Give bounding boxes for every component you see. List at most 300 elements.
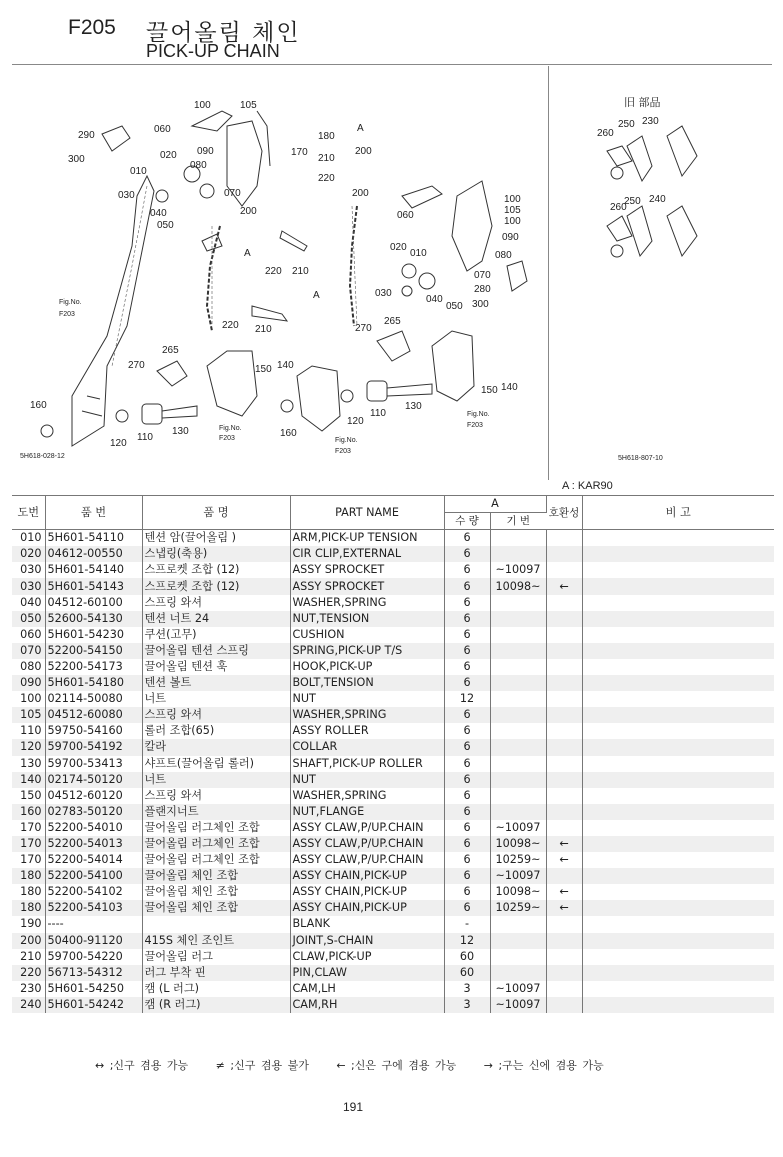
cell-qty: 6 <box>444 884 490 900</box>
cell-qty: 6 <box>444 868 490 884</box>
cell-part-name: ASSY CLAW,P/UP.CHAIN <box>290 852 444 868</box>
svg-text:A: A <box>313 290 320 301</box>
cell-part-name: JOINT,S-CHAIN <box>290 933 444 949</box>
cell-part-name: CLAW,PICK-UP <box>290 949 444 965</box>
legend-item: ≠ ;신구 겸용 불가 <box>215 1059 309 1072</box>
svg-text:130: 130 <box>405 401 422 412</box>
title-english: PICK-UP CHAIN <box>146 41 280 61</box>
cell-name-ko: 캠 (R 러그) <box>142 997 290 1013</box>
cell-remarks <box>582 595 774 611</box>
cell-ref-no: 100 <box>12 691 45 707</box>
cell-name-ko: 스프로켓 조합 (12) <box>142 578 290 594</box>
top-rule <box>12 64 772 65</box>
legend <box>95 1057 626 1073</box>
cell-ref-no: 170 <box>12 852 45 868</box>
table-row <box>12 546 774 562</box>
cell-serial: ~10097 <box>490 868 546 884</box>
cell-interchange <box>546 772 582 788</box>
cell-qty: 6 <box>444 788 490 804</box>
parts-table <box>12 495 774 1013</box>
table-row <box>12 884 774 900</box>
cell-part-number: 52200-54100 <box>45 868 142 884</box>
cell-name-ko: 끌어올림 텐션 훅 <box>142 659 290 675</box>
cell-remarks <box>582 530 774 547</box>
cell-remarks <box>582 707 774 723</box>
cell-interchange <box>546 546 582 562</box>
cell-name-ko: 끌어올림 러그체인 조합 <box>142 852 290 868</box>
svg-text:110: 110 <box>370 408 386 419</box>
cell-name-ko: 끌어올림 러그체인 조합 <box>142 836 290 852</box>
cell-interchange: ← <box>546 852 582 868</box>
cell-serial <box>490 611 546 627</box>
cell-qty: 6 <box>444 772 490 788</box>
table-row <box>12 611 774 627</box>
cell-interchange <box>546 997 582 1013</box>
cell-part-name: ASSY ROLLER <box>290 723 444 739</box>
cell-name-ko: 너트 <box>142 772 290 788</box>
cell-qty: 6 <box>444 852 490 868</box>
cell-qty: 6 <box>444 820 490 836</box>
main-diagram-ref: 5H618-028-12 <box>20 453 65 460</box>
svg-text:060: 060 <box>397 210 414 221</box>
cell-part-number: ---- <box>45 916 142 932</box>
cell-remarks <box>582 949 774 965</box>
cell-interchange <box>546 933 582 949</box>
table-row <box>12 788 774 804</box>
svg-text:100: 100 <box>504 194 521 205</box>
svg-text:110: 110 <box>137 432 153 443</box>
table-row <box>12 643 774 659</box>
svg-text:210: 210 <box>318 153 335 164</box>
cell-name-ko: 스냅링(축용) <box>142 546 290 562</box>
svg-text:010: 010 <box>130 166 147 177</box>
table-row <box>12 691 774 707</box>
cell-interchange <box>546 965 582 981</box>
cell-serial <box>490 659 546 675</box>
cell-qty: 60 <box>444 949 490 965</box>
svg-text:210: 210 <box>292 266 309 277</box>
table-row <box>12 965 774 981</box>
cell-part-number: 52200-54173 <box>45 659 142 675</box>
cell-part-number: 59750-54160 <box>45 723 142 739</box>
cell-part-name: ASSY CLAW,P/UP.CHAIN <box>290 836 444 852</box>
cell-part-name: ASSY CHAIN,PICK-UP <box>290 900 444 916</box>
cell-name-ko: 텐션 암(끌어올림 ) <box>142 530 290 547</box>
svg-text:200: 200 <box>355 146 372 157</box>
table-row <box>12 981 774 997</box>
cell-interchange: ← <box>546 884 582 900</box>
cell-serial <box>490 595 546 611</box>
table-row <box>12 772 774 788</box>
cell-part-number: 52200-54014 <box>45 852 142 868</box>
col-group-a: A <box>444 496 546 513</box>
cell-name-ko: 플랜지너트 <box>142 804 290 820</box>
cell-part-number: 52200-54103 <box>45 900 142 916</box>
col-remarks: 비 고 <box>582 496 774 530</box>
cell-interchange <box>546 562 582 578</box>
table-row <box>12 900 774 916</box>
table-row <box>12 916 774 932</box>
svg-text:070: 070 <box>224 188 241 199</box>
table-row <box>12 836 774 852</box>
cell-remarks <box>582 546 774 562</box>
cell-serial: 10098~ <box>490 578 546 594</box>
cell-serial <box>490 530 546 547</box>
table-row <box>12 949 774 965</box>
svg-text:020: 020 <box>160 150 177 161</box>
cell-ref-no: 050 <box>12 611 45 627</box>
cell-ref-no: 070 <box>12 643 45 659</box>
cell-part-name: CUSHION <box>290 627 444 643</box>
svg-text:300: 300 <box>68 154 85 165</box>
svg-text:160: 160 <box>280 428 297 439</box>
cell-remarks <box>582 756 774 772</box>
cell-ref-no: 200 <box>12 933 45 949</box>
cell-ref-no: 120 <box>12 739 45 755</box>
cell-ref-no: 140 <box>12 772 45 788</box>
cell-name-ko: 415S 체인 조인트 <box>142 933 290 949</box>
svg-text:070: 070 <box>474 270 491 281</box>
cell-qty: 6 <box>444 804 490 820</box>
cell-remarks <box>582 884 774 900</box>
cell-remarks <box>582 675 774 691</box>
cell-remarks <box>582 772 774 788</box>
table-row <box>12 933 774 949</box>
col-interchange: 호환성 <box>546 496 582 530</box>
svg-text:270: 270 <box>355 323 372 334</box>
cell-part-number: 5H601-54110 <box>45 530 142 547</box>
svg-text:105: 105 <box>240 100 257 111</box>
cell-part-name: WASHER,SPRING <box>290 595 444 611</box>
cell-interchange <box>546 916 582 932</box>
cell-serial <box>490 707 546 723</box>
cell-remarks <box>582 916 774 932</box>
cell-part-number: 02114-50080 <box>45 691 142 707</box>
cell-part-number: 52600-54130 <box>45 611 142 627</box>
table-row <box>12 723 774 739</box>
svg-text:020: 020 <box>390 242 407 253</box>
table-row <box>12 659 774 675</box>
cell-name-ko: 텐션 너트 24 <box>142 611 290 627</box>
fig-ref: F203 <box>335 448 351 455</box>
cell-serial: ~10097 <box>490 562 546 578</box>
cell-name-ko <box>142 916 290 932</box>
cell-name-ko: 너트 <box>142 691 290 707</box>
cell-ref-no: 170 <box>12 836 45 852</box>
col-part-name: PART NAME <box>290 496 444 530</box>
cell-part-number: 5H601-54140 <box>45 562 142 578</box>
cell-remarks <box>582 611 774 627</box>
cell-name-ko: 끌어올림 러그 <box>142 949 290 965</box>
svg-text:090: 090 <box>502 232 519 243</box>
cell-qty: - <box>444 916 490 932</box>
svg-text:150: 150 <box>481 385 498 396</box>
cell-serial <box>490 772 546 788</box>
svg-text:160: 160 <box>30 400 47 411</box>
cell-part-number: 02174-50120 <box>45 772 142 788</box>
cell-qty: 6 <box>444 900 490 916</box>
table-row <box>12 707 774 723</box>
cell-part-number: 04512-60120 <box>45 788 142 804</box>
cell-name-ko: 러그 부착 핀 <box>142 965 290 981</box>
table-row <box>12 562 774 578</box>
svg-text:260: 260 <box>610 202 627 213</box>
table-row <box>12 820 774 836</box>
cell-qty: 6 <box>444 643 490 659</box>
cell-interchange <box>546 675 582 691</box>
cell-serial <box>490 788 546 804</box>
cell-part-number: 59700-54192 <box>45 739 142 755</box>
table-row <box>12 997 774 1013</box>
cell-name-ko: 끌어올림 체인 조합 <box>142 868 290 884</box>
cell-name-ko: 끌어올림 러그체인 조합 <box>142 820 290 836</box>
svg-text:030: 030 <box>118 190 135 201</box>
cell-name-ko: 스프링 와셔 <box>142 707 290 723</box>
cell-ref-no: 105 <box>12 707 45 723</box>
col-serial: 기 번 <box>490 513 546 530</box>
cell-part-name: BLANK <box>290 916 444 932</box>
cell-name-ko: 끌어올림 체인 조합 <box>142 900 290 916</box>
cell-part-number: 5H601-54242 <box>45 997 142 1013</box>
fig-no-label: Fig.No. <box>219 425 242 432</box>
table-row <box>12 756 774 772</box>
cell-qty: 6 <box>444 675 490 691</box>
cell-serial <box>490 804 546 820</box>
cell-ref-no: 060 <box>12 627 45 643</box>
cell-part-name: ASSY SPROCKET <box>290 562 444 578</box>
svg-text:120: 120 <box>347 416 364 427</box>
svg-text:265: 265 <box>162 345 179 356</box>
table-row <box>12 578 774 594</box>
cell-part-name: ARM,PICK-UP TENSION <box>290 530 444 547</box>
cell-part-name: CAM,RH <box>290 997 444 1013</box>
svg-text:140: 140 <box>501 382 518 393</box>
cell-interchange <box>546 659 582 675</box>
cell-serial: 10098~ <box>490 884 546 900</box>
cell-serial <box>490 756 546 772</box>
cell-qty: 6 <box>444 739 490 755</box>
svg-text:100: 100 <box>194 100 211 111</box>
cell-serial <box>490 933 546 949</box>
cell-interchange <box>546 643 582 659</box>
cell-remarks <box>582 836 774 852</box>
cell-part-name: CAM,LH <box>290 981 444 997</box>
cell-part-name: NUT,TENSION <box>290 611 444 627</box>
cell-serial <box>490 691 546 707</box>
svg-text:100: 100 <box>504 216 521 227</box>
cell-interchange <box>546 788 582 804</box>
col-qty: 수 량 <box>444 513 490 530</box>
cell-part-name: ASSY CHAIN,PICK-UP <box>290 868 444 884</box>
cell-remarks <box>582 852 774 868</box>
svg-text:150: 150 <box>255 364 272 375</box>
cell-serial <box>490 916 546 932</box>
legend-item: → ;구는 신에 겸용 가능 <box>483 1059 604 1072</box>
cell-remarks <box>582 965 774 981</box>
cell-serial <box>490 546 546 562</box>
cell-name-ko: 끌어올림 체인 조합 <box>142 884 290 900</box>
cell-part-number: 02783-50120 <box>45 804 142 820</box>
cell-interchange <box>546 949 582 965</box>
cell-serial <box>490 723 546 739</box>
cell-remarks <box>582 659 774 675</box>
svg-text:220: 220 <box>265 266 282 277</box>
cell-part-name: SHAFT,PICK-UP ROLLER <box>290 756 444 772</box>
cell-part-name: CIR CLIP,EXTERNAL <box>290 546 444 562</box>
svg-text:050: 050 <box>446 301 463 312</box>
cell-ref-no: 010 <box>12 530 45 547</box>
cell-part-number: 5H601-54180 <box>45 675 142 691</box>
cell-interchange <box>546 691 582 707</box>
cell-serial: 10259~ <box>490 852 546 868</box>
cell-part-number: 50400-91120 <box>45 933 142 949</box>
fig-ref: F203 <box>59 311 75 318</box>
svg-text:220: 220 <box>222 320 239 331</box>
svg-text:260: 260 <box>597 128 614 139</box>
cell-remarks <box>582 739 774 755</box>
svg-text:290: 290 <box>78 130 95 141</box>
svg-text:040: 040 <box>426 294 443 305</box>
cell-qty: 6 <box>444 578 490 594</box>
cell-remarks <box>582 562 774 578</box>
cell-ref-no: 160 <box>12 804 45 820</box>
cell-ref-no: 180 <box>12 884 45 900</box>
cell-qty: 12 <box>444 933 490 949</box>
col-part-number: 품 번 <box>45 496 142 530</box>
cell-part-number: 59700-53413 <box>45 756 142 772</box>
cell-remarks <box>582 643 774 659</box>
cell-qty: 12 <box>444 691 490 707</box>
cell-qty: 6 <box>444 530 490 547</box>
table-row <box>12 804 774 820</box>
cell-serial <box>490 627 546 643</box>
svg-text:250: 250 <box>618 119 635 130</box>
cell-serial <box>490 949 546 965</box>
fig-ref: F203 <box>219 435 235 442</box>
cell-ref-no: 110 <box>12 723 45 739</box>
svg-text:300: 300 <box>472 299 489 310</box>
cell-ref-no: 180 <box>12 868 45 884</box>
table-row <box>12 739 774 755</box>
cell-part-number: 5H601-54230 <box>45 627 142 643</box>
cell-serial <box>490 965 546 981</box>
cell-ref-no: 150 <box>12 788 45 804</box>
svg-text:A: A <box>357 123 364 134</box>
cell-qty: 60 <box>444 965 490 981</box>
cell-part-name: ASSY CLAW,P/UP.CHAIN <box>290 820 444 836</box>
cell-serial: 10098~ <box>490 836 546 852</box>
cell-part-number: 04512-60080 <box>45 707 142 723</box>
cell-qty: 6 <box>444 595 490 611</box>
cell-ref-no: 020 <box>12 546 45 562</box>
cell-ref-no: 030 <box>12 578 45 594</box>
exploded-diagram <box>12 66 772 482</box>
cell-ref-no: 190 <box>12 916 45 932</box>
cell-part-name: ASSY SPROCKET <box>290 578 444 594</box>
cell-remarks <box>582 820 774 836</box>
cell-ref-no: 240 <box>12 997 45 1013</box>
cell-part-name: NUT,FLANGE <box>290 804 444 820</box>
svg-text:105: 105 <box>504 205 521 216</box>
cell-ref-no: 170 <box>12 820 45 836</box>
cell-part-name: NUT <box>290 772 444 788</box>
cell-remarks <box>582 933 774 949</box>
fig-no-label: Fig.No. <box>335 437 358 444</box>
cell-qty: 6 <box>444 562 490 578</box>
cell-part-number: 5H601-54143 <box>45 578 142 594</box>
cell-remarks <box>582 900 774 916</box>
cell-name-ko: 끌어올림 텐션 스프링 <box>142 643 290 659</box>
cell-part-name: ASSY CHAIN,PICK-UP <box>290 884 444 900</box>
svg-text:050: 050 <box>157 220 174 231</box>
cell-interchange <box>546 981 582 997</box>
svg-text:240: 240 <box>649 194 666 205</box>
cell-part-name: SPRING,PICK-UP T/S <box>290 643 444 659</box>
svg-text:140: 140 <box>277 360 294 371</box>
old-diagram-ref: 5H618-807-10 <box>618 455 663 462</box>
cell-interchange <box>546 627 582 643</box>
table-row <box>12 868 774 884</box>
svg-text:170: 170 <box>291 147 308 158</box>
cell-remarks <box>582 627 774 643</box>
cell-name-ko: 텐션 볼트 <box>142 675 290 691</box>
cell-part-name: NUT <box>290 691 444 707</box>
cell-interchange <box>546 868 582 884</box>
cell-interchange <box>546 707 582 723</box>
cell-part-number: 5H601-54250 <box>45 981 142 997</box>
cell-ref-no: 030 <box>12 562 45 578</box>
cell-qty: 6 <box>444 546 490 562</box>
cell-remarks <box>582 691 774 707</box>
cell-name-ko: 스프링 와셔 <box>142 595 290 611</box>
cell-remarks <box>582 723 774 739</box>
svg-text:130: 130 <box>172 426 189 437</box>
cell-name-ko: 스프로켓 조합 (12) <box>142 562 290 578</box>
cell-ref-no: 230 <box>12 981 45 997</box>
svg-text:080: 080 <box>190 160 207 171</box>
table-row <box>12 675 774 691</box>
cell-serial: ~10097 <box>490 997 546 1013</box>
svg-text:A: A <box>244 248 251 259</box>
cell-name-ko: 캠 (L 러그) <box>142 981 290 997</box>
cell-interchange: ← <box>546 578 582 594</box>
cell-part-name: PIN,CLAW <box>290 965 444 981</box>
svg-text:010: 010 <box>410 248 427 259</box>
cell-remarks <box>582 578 774 594</box>
cell-serial <box>490 675 546 691</box>
cell-name-ko: 롤러 조합(65) <box>142 723 290 739</box>
cell-interchange <box>546 804 582 820</box>
cell-part-number: 56713-54312 <box>45 965 142 981</box>
cell-name-ko: 칼라 <box>142 739 290 755</box>
cell-serial <box>490 739 546 755</box>
cell-qty: 6 <box>444 627 490 643</box>
page-number: 191 <box>343 1100 364 1114</box>
svg-text:280: 280 <box>474 284 491 295</box>
cell-interchange <box>546 739 582 755</box>
cell-interchange <box>546 595 582 611</box>
svg-text:030: 030 <box>375 288 392 299</box>
cell-part-number: 52200-54010 <box>45 820 142 836</box>
cell-remarks <box>582 788 774 804</box>
cell-ref-no: 090 <box>12 675 45 691</box>
cell-qty: 6 <box>444 723 490 739</box>
cell-part-number: 52200-54102 <box>45 884 142 900</box>
svg-text:220: 220 <box>318 173 335 184</box>
cell-remarks <box>582 804 774 820</box>
cell-part-number: 52200-54013 <box>45 836 142 852</box>
cell-part-number: 04512-60100 <box>45 595 142 611</box>
